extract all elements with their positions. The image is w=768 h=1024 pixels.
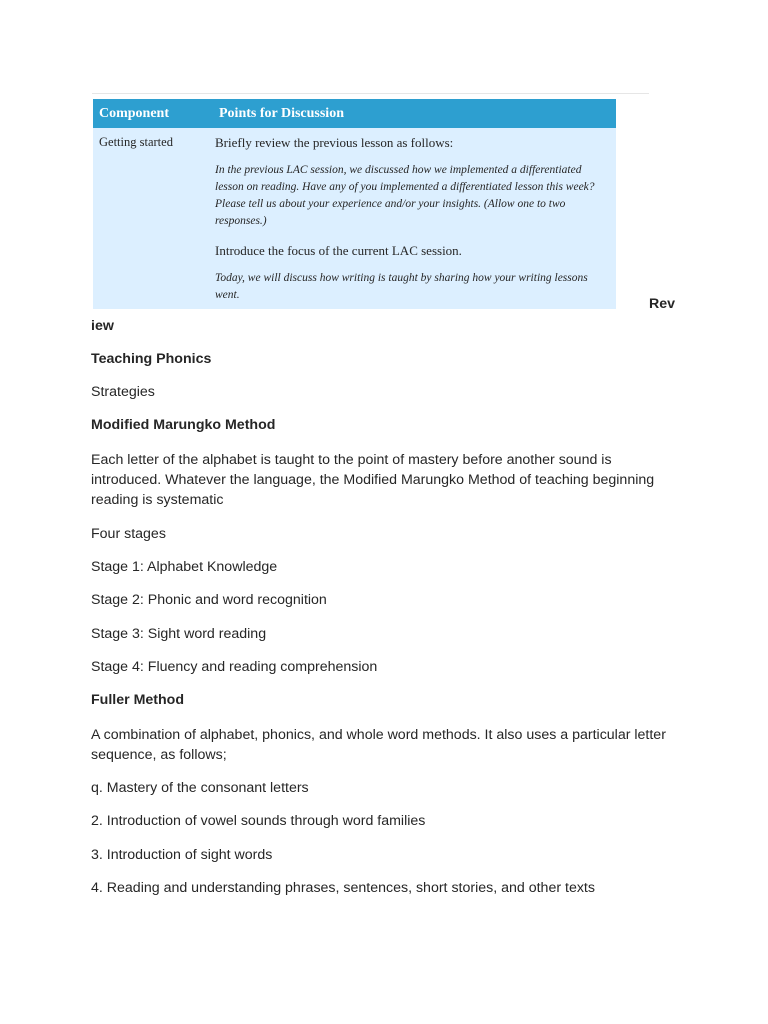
stage-item: Stage 1: Alphabet Knowledge <box>91 559 278 575</box>
marungko-description: Each letter of the alphabet is taught to the point of mastery before another sound is introduced. Whatever the language, the Modified Marungko Method of teaching beginning reading is systematic <box>91 452 655 508</box>
heading-teaching-phonics: Teaching Phonics <box>91 351 212 367</box>
points-italic-line: Today, we will discuss how writing is taught by sharing how your writing lessons went. <box>215 272 588 301</box>
points-italic-line: In the previous LAC session, we discussed how we implemented a differentiated lesson on reading. Have any of you implemented a differentiated lesson this week? Please tell us about your experience and/or your insights. (Allow one to two responses.) <box>215 164 595 227</box>
top-divider <box>92 93 649 94</box>
header-points: Points for Discussion <box>219 106 344 121</box>
lesson-table-image <box>93 99 616 309</box>
table-header <box>93 99 616 128</box>
strategies-text: Strategies <box>91 384 155 400</box>
heading-fuller: Fuller Method <box>91 692 185 708</box>
stage-item: Stage 3: Sight word reading <box>91 626 267 642</box>
points-line: Briefly review the previous lesson as follows: <box>215 135 454 150</box>
review-label-part2: iew <box>91 318 114 334</box>
stage-item: Stage 2: Phonic and word recognition <box>91 592 327 608</box>
fuller-step: 2. Introduction of vowel sounds through word families <box>91 813 426 829</box>
fuller-description: A combination of alphabet, phonics, and whole word methods. It also uses a particular letter sequence, as follows; <box>91 727 666 763</box>
points-line: Introduce the focus of the current LAC session. <box>215 243 462 258</box>
four-stages-text: Four stages <box>91 526 166 542</box>
header-component: Component <box>99 106 170 121</box>
review-label-part1: Rev <box>649 296 676 312</box>
heading-marungko: Modified Marungko Method <box>91 417 276 433</box>
stage-item: Stage 4: Fluency and reading comprehension <box>91 659 378 675</box>
row-points <box>215 134 610 316</box>
row-component: Getting started <box>99 135 173 149</box>
fuller-step: 3. Introduction of sight words <box>91 847 273 863</box>
fuller-step: q. Mastery of the consonant letters <box>91 780 309 796</box>
fuller-step: 4. Reading and understanding phrases, sentences, short stories, and other texts <box>91 880 595 896</box>
